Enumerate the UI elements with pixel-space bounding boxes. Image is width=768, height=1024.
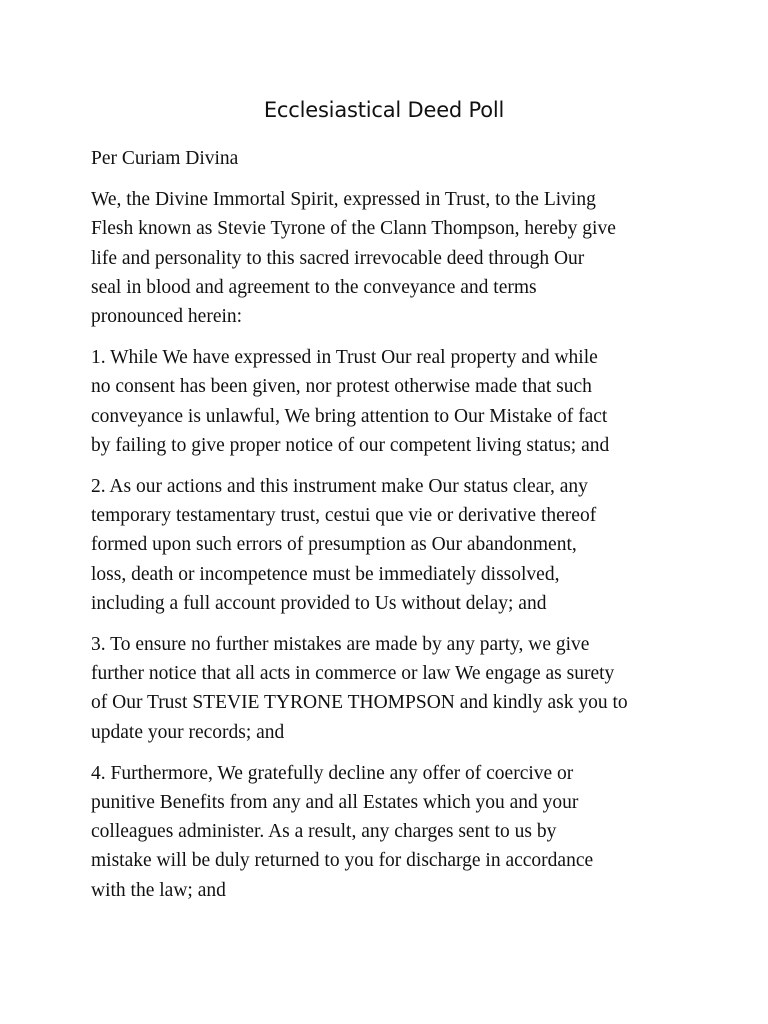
text-line: 3. To ensure no further mistakes are made by any party, we give (91, 634, 590, 656)
text-line: 1. While We have expressed in Trust Our real property and while (91, 347, 598, 369)
text-line: formed upon such errors of presumption as Our abandonment, (91, 534, 577, 556)
text-line: further notice that all acts in commerce or law We engage as surety (91, 663, 615, 685)
document-body (91, 144, 691, 917)
text-line: with the law; and (91, 879, 226, 901)
paragraph-clause-1 (91, 343, 691, 460)
paragraph-preamble (91, 185, 691, 331)
text-line: We, the Divine Immortal Spirit, expressed in Trust, to the Living (91, 189, 596, 211)
text-line: by failing to give proper notice of our competent living status; and (91, 434, 610, 456)
paragraph-clause-2 (91, 472, 691, 618)
text-line: update your records; and (91, 721, 285, 743)
text-line: colleagues administer. As a result, any charges sent to us by (91, 821, 557, 843)
text-line: mistake will be duly returned to you for discharge in accordance (91, 850, 594, 872)
document-title: Ecclesiastical Deed Poll (263, 98, 505, 122)
paragraph-salutation (91, 144, 691, 173)
text-line: seal in blood and agreement to the conveyance and terms (91, 276, 537, 298)
text-line: punitive Benefits from any and all Estates which you and your (91, 792, 579, 814)
text-line: conveyance is unlawful, We bring attention to Our Mistake of fact (91, 405, 608, 427)
text-line: of Our Trust STEVIE TYRONE THOMPSON and kindly ask you to (91, 692, 628, 714)
paragraph-clause-3 (91, 630, 691, 747)
text-line: including a full account provided to Us without delay; and (91, 592, 547, 614)
paragraph-clause-4 (91, 759, 691, 905)
text-line: 2. As our actions and this instrument make Our status clear, any (91, 476, 588, 498)
text-line: Per Curiam Divina (91, 148, 239, 169)
text-line: Flesh known as Stevie Tyrone of the Clann Thompson, hereby give (91, 218, 616, 240)
text-line: loss, death or incompetence must be immediately dissolved, (91, 563, 560, 585)
text-line: life and personality to this sacred irrevocable deed through Our (91, 247, 585, 269)
text-line: 4. Furthermore, We gratefully decline any offer of coercive or (91, 762, 574, 784)
text-line: no consent has been given, nor protest otherwise made that such (91, 376, 592, 398)
text-line: pronounced herein: (91, 306, 243, 328)
text-line: temporary testamentary trust, cestui que vie or derivative thereof (91, 505, 597, 527)
